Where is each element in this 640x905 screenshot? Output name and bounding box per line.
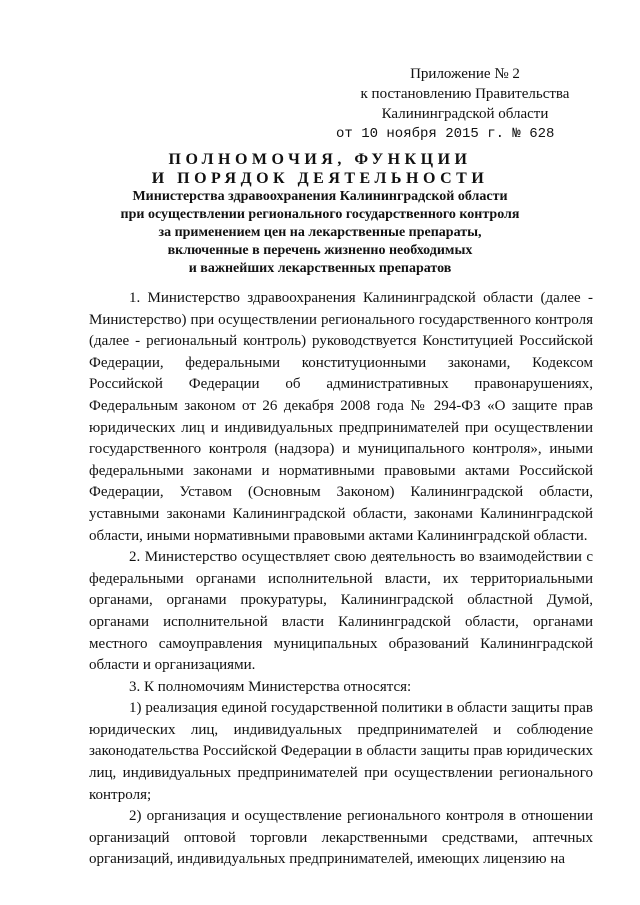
title-line-2: И ПОРЯДОК ДЕЯТЕЛЬНОСТИ	[151, 170, 489, 187]
annex-reference: к постановлению Правительства	[360, 86, 570, 102]
subtitle-line-4: включенные в перечень жизненно необходимых	[167, 243, 473, 258]
annex-header	[300, 64, 630, 144]
title-line-1: ПОЛНОМОЧИЯ, ФУНКЦИИ	[168, 151, 472, 168]
paragraph-2: 2. Министерство осуществляет свою деятельность во взаимодействии с федеральными органами исполнительной власти, их территориальными органами, органами прокуратуры, Калининградской областной Думой, органами исполнительной власти Калининградской области, органами местного самоуправления муниципальных образований Калининградской области и организациями.	[89, 549, 593, 674]
subtitle-line-3: за применением цен на лекарственные препараты,	[158, 225, 482, 240]
subtitle-line-5: и важнейших лекарственных препаратов	[188, 261, 452, 276]
subtitle-line-1: Министерства здравоохранения Калининградской области	[132, 189, 508, 204]
paragraph-4: 1) реализация единой государственной политики в области защиты прав юридических лиц, индивидуальных предпринимателей и соблюдение законодательства Российской Федерации в области защиты прав юридических лиц, индивидуальных предпринимателей при осуществлении регионального контроля;	[89, 700, 593, 803]
annex-date: от 10 ноября 2015 г. № 628	[336, 126, 555, 142]
paragraph-1: 1. Министерство здравоохранения Калининградской области (далее - Министерство) при осуществлении регионального государственного контроля (далее - региональный контроль) руководствуется Конституцией Российской Федерации, федеральными конституционными законами, Кодексом Российской Федерации об административных правонарушениях, Федеральным законом от 26 декабря 2008 года № 294-ФЗ «О защите прав юридических лиц и индивидуальных предпринимателей при осуществлении государственного контроля (надзора) и муниципального контроля», иными федеральными законами и нормативными правовыми актами Российской Федерации, Уставом (Основным Законом) Калининградской области, уставными законами Калининградской области, законами Калининградской области, иными нормативными правовыми актами Калининградской области.	[89, 290, 593, 544]
annex-region: Калининградской области	[381, 106, 549, 122]
subtitle-line-2: при осуществлении регионального государственного контроля	[120, 207, 520, 222]
annex-number: Приложение № 2	[410, 66, 520, 82]
document-body	[89, 288, 593, 871]
paragraph-5: 2) организация и осуществление регионального контроля в отношении организаций оптовой торговли лекарственными средствами, аптечных организаций, индивидуальных предпринимателей, имеющих лицензию на	[89, 808, 593, 868]
paragraph-3: 3. К полномочиям Министерства относятся:	[129, 678, 412, 695]
document-title	[70, 150, 570, 278]
